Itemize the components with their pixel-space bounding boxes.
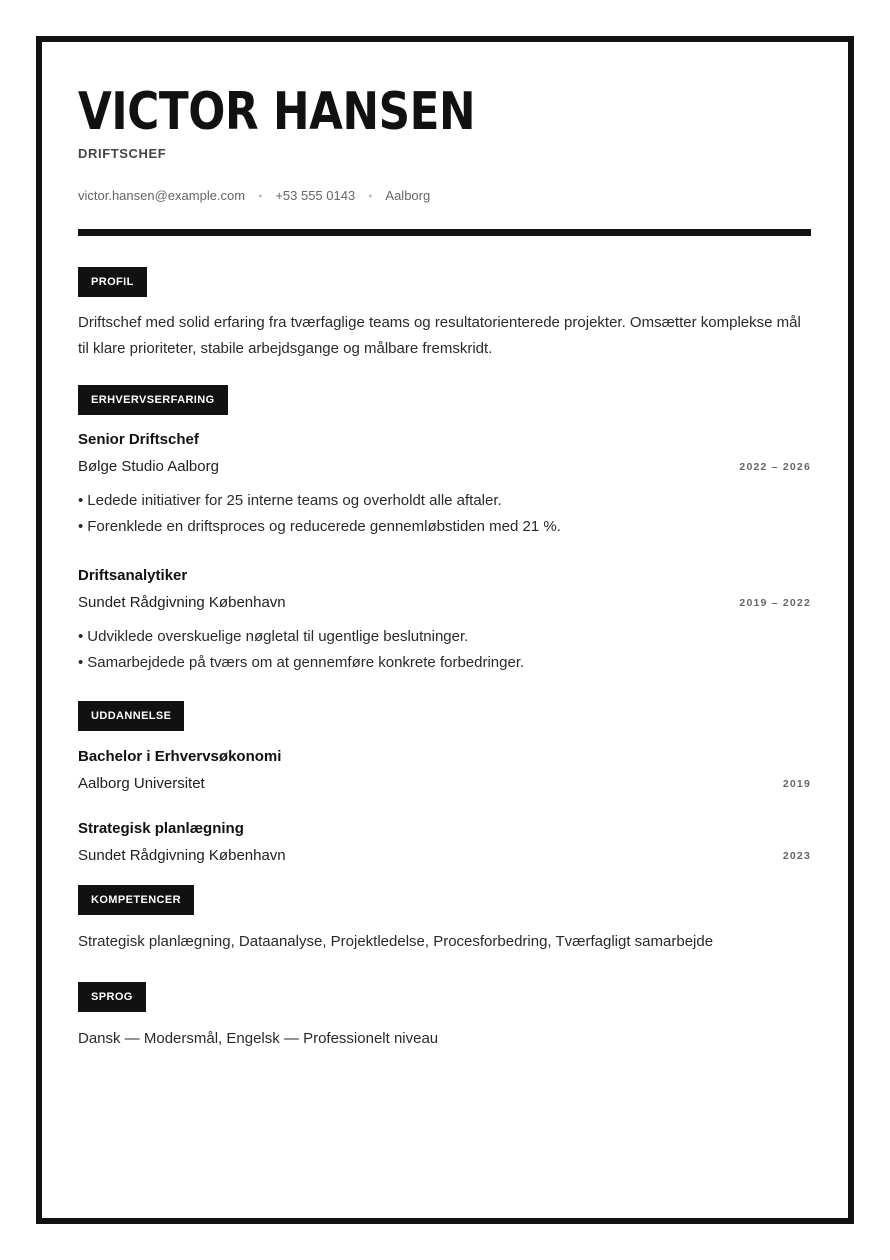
education-year: 2019 [782,778,811,790]
section-heading-languages: SPROG [78,982,146,1012]
phone-text: +53 555 0143 [275,188,356,203]
resume-page [36,36,854,1224]
candidate-name: VICTOR HANSEN [78,82,476,142]
section-heading-education: UDDANNELSE [78,701,184,731]
date-range: 2019 – 2022 [739,597,811,609]
job-title: DRIFTSCHEF [78,146,167,161]
degree-title: Bachelor i Erhvervsøkonomi [78,748,282,765]
contact-line [78,188,811,203]
achievement-item: • Forenklede en driftsproces og reducerede gennemløbstiden med 21 %. [78,514,811,540]
education-entry [78,819,811,866]
education-year: 2023 [782,850,811,862]
section-heading-experience: ERHVERVSERFARING [78,385,228,415]
institution-name: Aalborg Universitet [78,775,205,792]
header-divider [78,229,811,236]
company-name: Bølge Studio Aalborg [78,458,219,475]
achievement-item: • Samarbejdede på tværs om at gennemføre konkrete forbedringer. [78,650,811,676]
job-title: Senior Driftschef [78,431,199,448]
date-range: 2022 – 2026 [739,461,811,473]
job-meta [78,457,811,477]
experience-entry [78,566,811,676]
achievement-list [78,624,811,676]
job-meta [78,593,811,613]
company-name: Sundet Rådgivning København [78,594,286,611]
achievement-list [78,488,811,540]
separator-dot: • [368,188,373,203]
separator-dot: • [258,188,263,203]
achievement-item: • Ledede initiativer for 25 interne teams og overholdt alle aftaler. [78,488,811,514]
profile-text: Driftschef med solid erfaring fra tværfaglige teams og resultatorienterede projekter. Omsætter komplekse mål til klare prioriteter, stabile arbejdsgange og målbare fremskridt. [78,314,801,357]
resume-content [78,80,811,1052]
languages-text: Dansk — Modersmål, Engelsk — Professionelt niveau [78,1030,439,1047]
experience-entry [78,430,811,540]
education-meta [78,774,811,794]
degree-title: Strategisk planlægning [78,820,244,837]
job-title: Driftsanalytiker [78,567,188,584]
section-heading-profile: PROFIL [78,267,147,297]
skills-text: Strategisk planlægning, Dataanalyse, Projektledelse, Procesforbedring, Tværfagligt samarbejde [78,933,714,950]
city-text: Aalborg [385,188,431,203]
achievement-item: • Udviklede overskuelige nøgletal til ugentlige beslutninger. [78,624,811,650]
section-heading-skills: KOMPETENCER [78,885,194,915]
education-meta [78,846,811,866]
institution-name: Sundet Rådgivning København [78,847,286,864]
email-text: victor.hansen@example.com [78,188,246,203]
education-entry [78,747,811,794]
